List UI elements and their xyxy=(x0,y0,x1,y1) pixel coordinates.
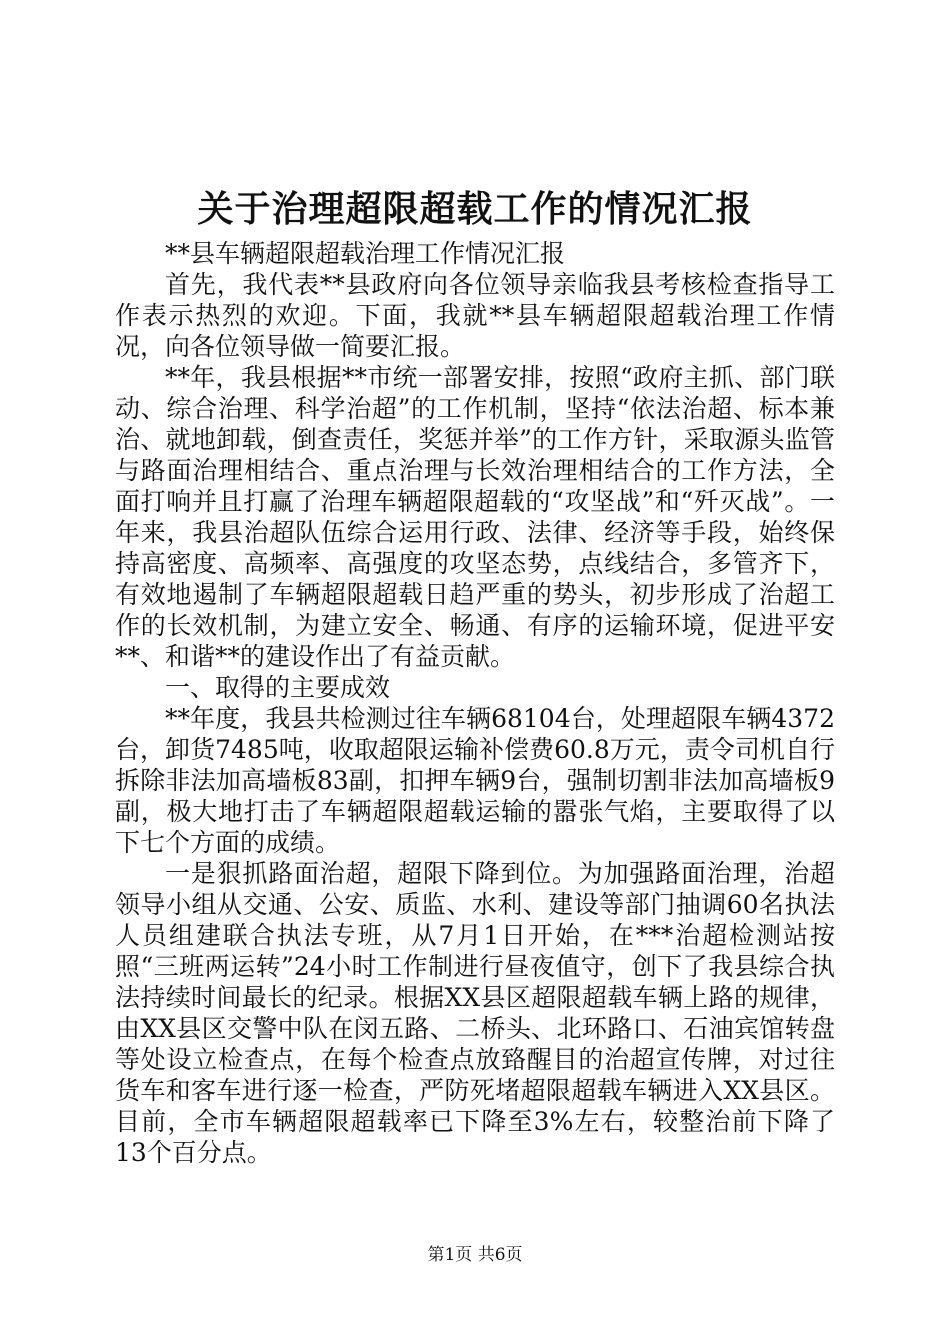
paragraph-subtitle: **县车辆超限超载治理工作情况汇报 xyxy=(165,239,566,268)
paragraph-road-enforcement: 一是狠抓路面治超，超限下降到位。为加强路面治理，治超领导小组从交通、公安、质监、水利、建设等部门抽调60名执法人员组建联合执法专班，从7月1日开始，在***治超检测站按照“三班两运转”24小时工作制进行昼夜值守，创下了我县综合执法持续时间最长的纪录。根据XX县区超限超载车辆上路的规律，由XX县区交警中队在闵五路、二桥头、北环路口、石油宾馆转盘等处设立检查点，在每个检查点放臵醒目的治超宣传牌，对过往货车和客车进行逐一检查，严防死堵超限超载车辆进入XX县区。目前，全市车辆超限超载率已下降至3%左右，较整治前下降了13个百分点。 xyxy=(115,859,835,1167)
document-title: 关于治理超限超载工作的情况汇报 xyxy=(197,188,753,230)
section-heading-achievements: 一、取得的主要成效 xyxy=(165,673,391,702)
page-footer: 第1页 共6页 xyxy=(427,1245,523,1265)
paragraph-statistics: **年度，我县共检测过往车辆68104台，处理超限车辆4372台，卸货7485吨，收取超限运输补偿费60.8万元，责令司机自行拆除非法加高墙板83副，扣押车辆9台，强制切割非法加高墙板9副，极大地打击了车辆超限超载运输的嚣张气焰，主要取得了以下七个方面的成绩。 xyxy=(115,704,835,857)
paragraph-opening: 首先，我代表**县政府向各位领导亲临我县考核检查指导工作表示热烈的欢迎。下面，我就**县车辆超限超载治理工作情况，向各位领导做一简要汇报。 xyxy=(115,270,835,361)
document-body xyxy=(115,238,835,1168)
paragraph-overview: **年，我县根据**市统一部署安排，按照“政府主抓、部门联动、综合治理、科学治超”的工作机制，坚持“依法治超、标本兼治、就地卸载，倒查责任，奖惩并举”的工作方针，采取源头监管与路面治理相结合、重点治理与长效治理相结合的工作方法，全面打响并且打赢了治理车辆超限超载的“攻坚战”和“歼灭战”。一年来，我县治超队伍综合运用行政、法律、经济等手段，始终保持高密度、高频率、高强度的攻坚态势，点线结合，多管齐下，有效地遏制了车辆超限超载日趋严重的势头，初步形成了治超工作的长效机制，为建立安全、畅通、有序的运输环境，促进平安**、和谐**的建设作出了有益贡献。 xyxy=(115,363,835,671)
